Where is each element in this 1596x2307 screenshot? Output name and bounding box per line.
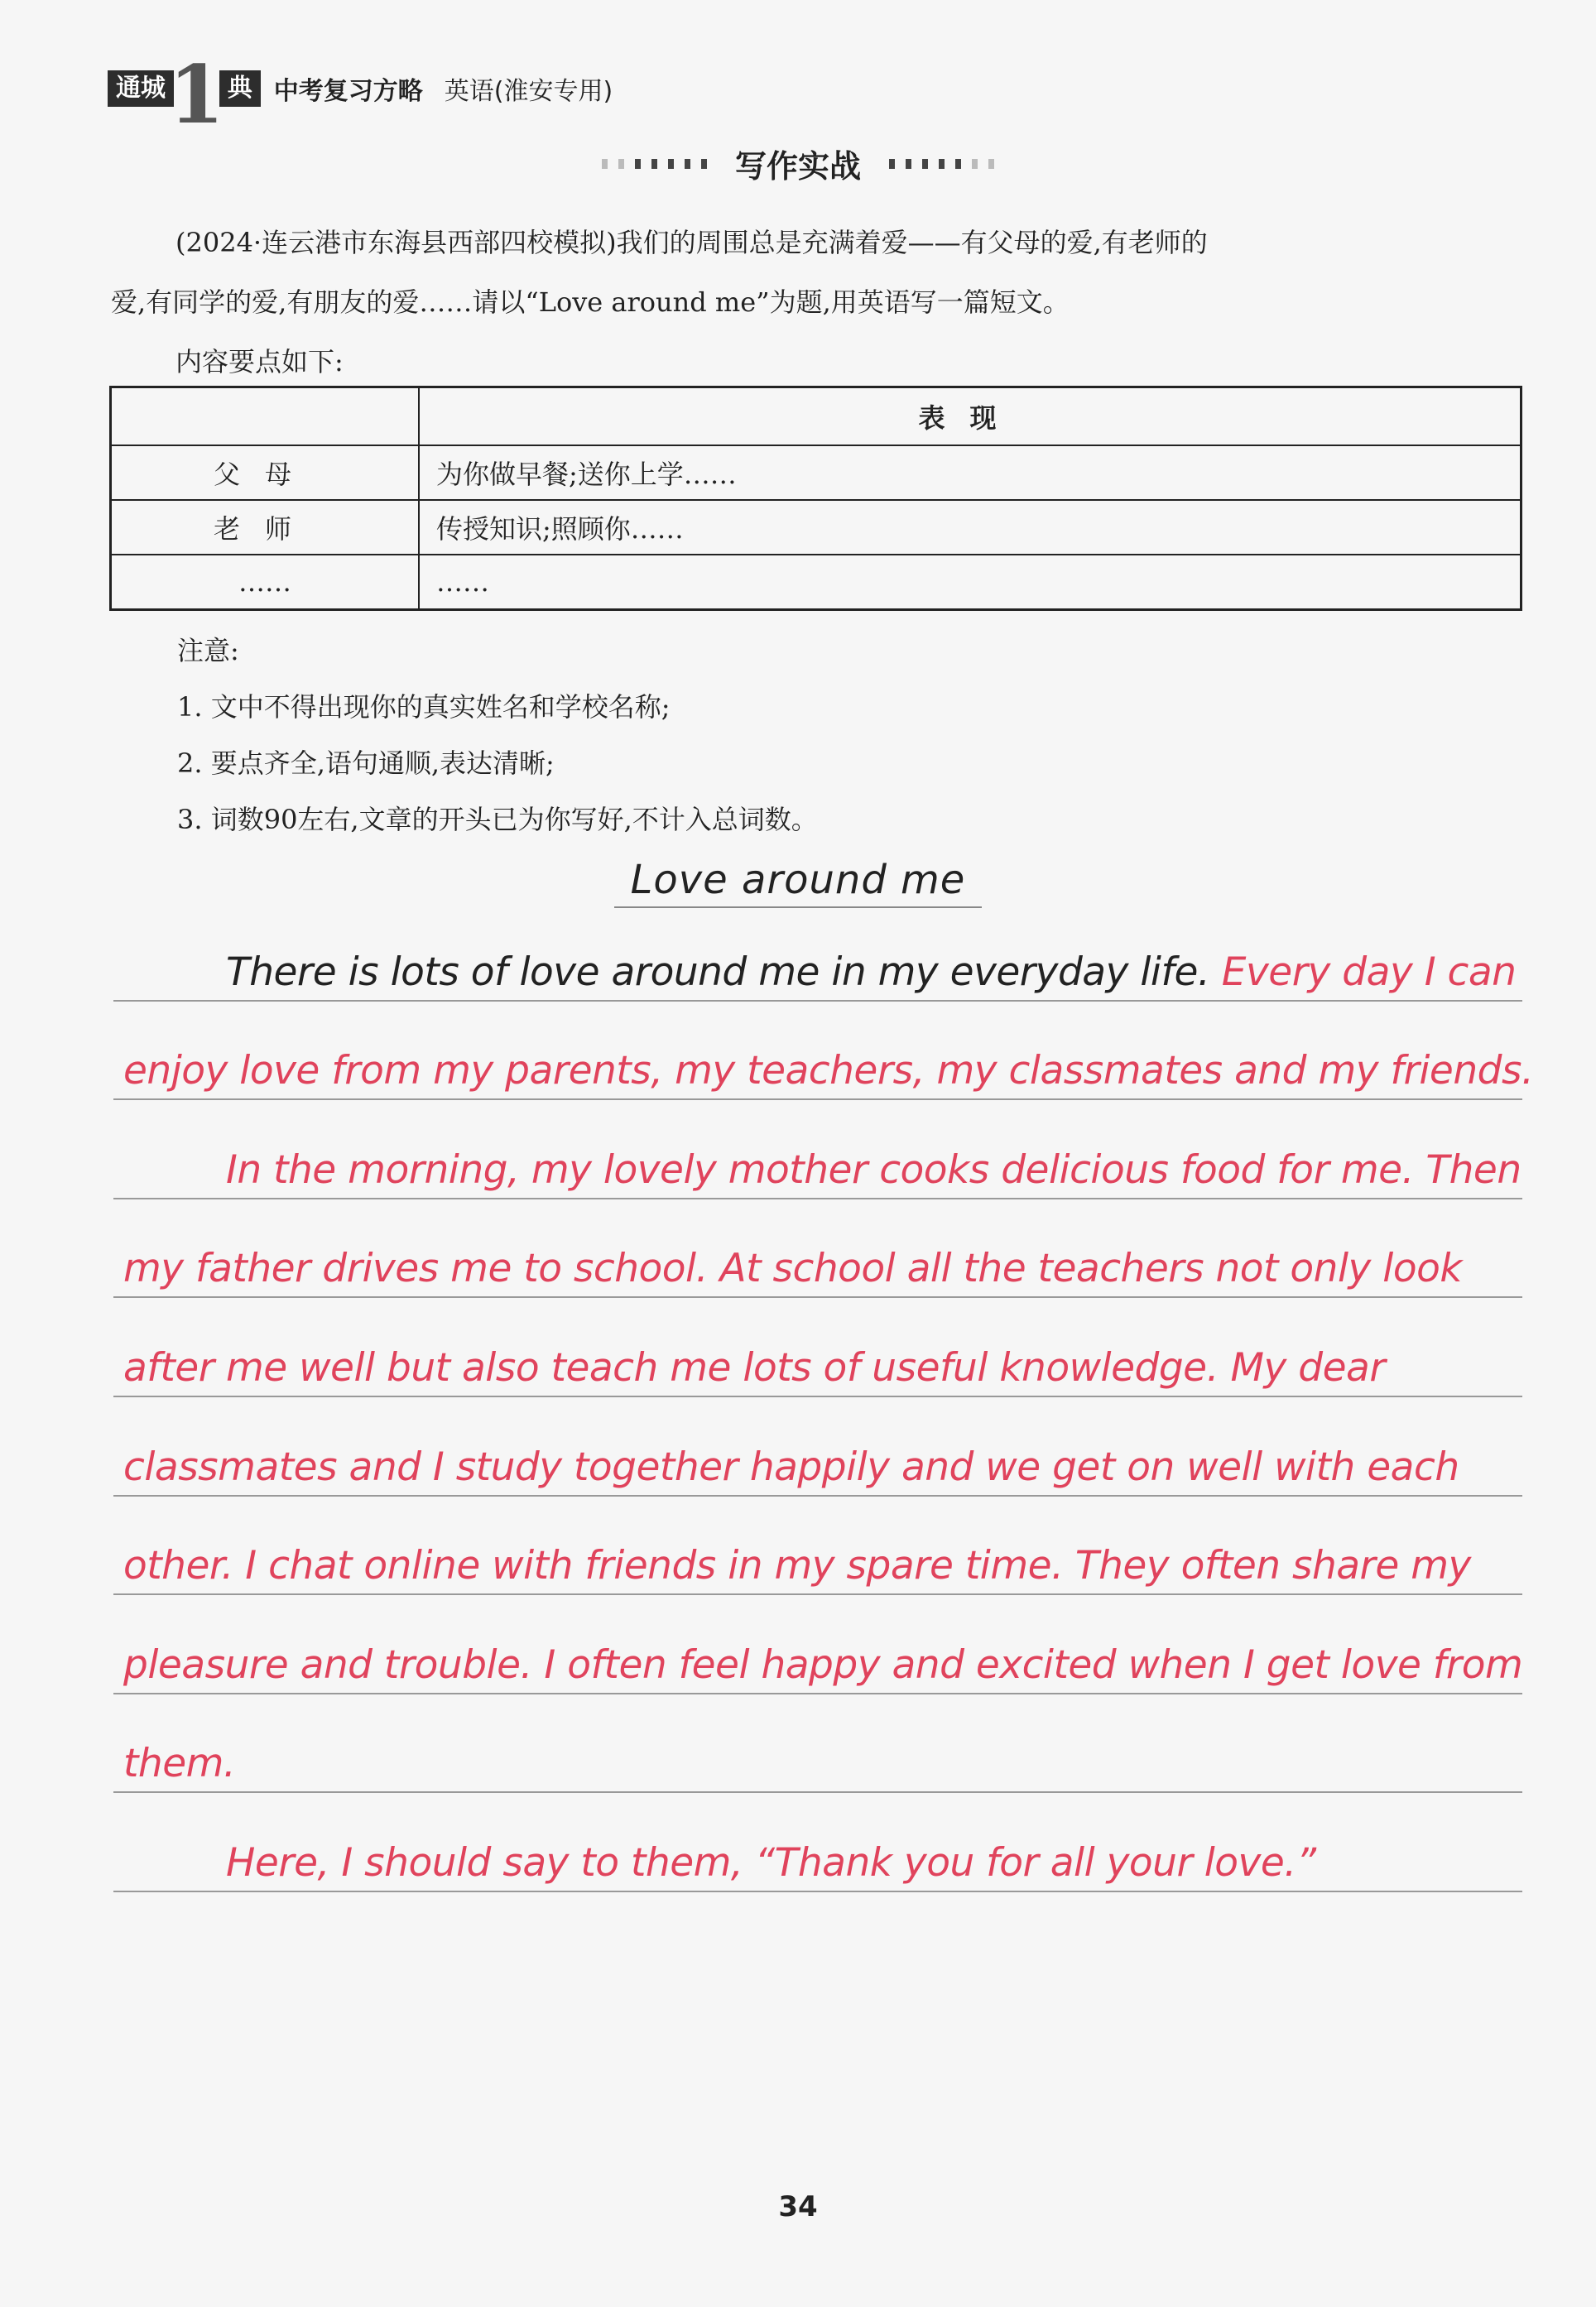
essay-answer-text: them. xyxy=(123,1741,236,1787)
page-header xyxy=(108,48,613,142)
essay-answer-text: classmates and I study together happily and we get on well with each xyxy=(123,1444,1459,1490)
writing-line xyxy=(113,1793,1522,1892)
writing-line xyxy=(113,902,1522,1002)
writing-line xyxy=(113,1100,1522,1199)
note-item: 1. 文中不得出现你的真实姓名和学校名称; xyxy=(177,691,671,723)
table-cell-content: 传授知识;照顾你…… xyxy=(419,500,1521,555)
essay-opening: There is lots of love around me in my everyday life. xyxy=(226,949,1210,995)
prompt-line-3: 内容要点如下: xyxy=(175,346,344,377)
book-subject: 英语(淮安专用) xyxy=(444,77,613,106)
writing-line xyxy=(113,1397,1522,1497)
page-number: 34 xyxy=(778,2190,818,2223)
essay-answer-text: In the morning, my lovely mother cooks delicious food for me. Then xyxy=(226,1146,1521,1193)
essay-title xyxy=(0,857,1596,903)
table-row xyxy=(111,555,1521,610)
table-cell-who: 父母 xyxy=(111,445,420,500)
essay-answer-text: Here, I should say to them, “Thank you for all your love.” xyxy=(226,1839,1316,1886)
writing-line xyxy=(113,1002,1534,1101)
writing-line xyxy=(113,1298,1522,1397)
series-logo xyxy=(108,48,261,142)
prompt-line-1: (2024·连云港市东海县西部四校模拟)我们的周围总是充满着爱——有父母的爱,有老师的 xyxy=(175,227,1208,258)
section-title-text: 写作实战 xyxy=(734,148,861,185)
table-row xyxy=(111,500,1521,555)
table-row xyxy=(111,445,1521,500)
table-cell-who: 老师 xyxy=(111,500,420,555)
book-title: 中考复习方略 xyxy=(273,77,423,106)
logo-right-text: 典 xyxy=(219,70,261,107)
writing-line xyxy=(113,1694,1522,1794)
notes-label: 注意: xyxy=(177,635,239,666)
essay-answer-text: other. I chat online with friends in my spare time. They often share my xyxy=(123,1543,1471,1589)
writing-prompt xyxy=(111,213,1522,392)
notes xyxy=(177,622,818,848)
table-header-empty xyxy=(111,387,420,446)
essay-answer-text: pleasure and trouble. I often feel happy and excited when I get love from xyxy=(123,1641,1523,1688)
prompt-line-2: 爱,有同学的爱,有朋友的爱……请以“Love around me”为题,用英语写一篇短文。 xyxy=(111,286,1070,318)
writing-line xyxy=(113,1199,1522,1299)
writing-line xyxy=(113,1497,1522,1596)
table-header-row xyxy=(111,387,1521,446)
section-title xyxy=(0,141,1596,186)
decorative-dots-right xyxy=(889,159,994,169)
essay-answer-text: enjoy love from my parents, my teachers, my classmates and my friends. xyxy=(123,1048,1534,1094)
note-item: 3. 词数90左右,文章的开头已为你写好,不计入总词数。 xyxy=(177,804,818,835)
table-cell-who: …… xyxy=(111,555,420,610)
answer-lines xyxy=(113,902,1534,1892)
essay-answer-text: after me well but also teach me lots of useful knowledge. My dear xyxy=(123,1344,1386,1391)
table-header-cell: 表现 xyxy=(419,387,1521,446)
essay-answer-text: Every day I can xyxy=(1209,949,1517,995)
table-cell-content: 为你做早餐;送你上学…… xyxy=(419,445,1521,500)
logo-one-glyph: 1 xyxy=(169,48,224,142)
essay-answer-text: my father drives me to school. At school all the teachers not only look xyxy=(123,1246,1463,1292)
decorative-dots-left xyxy=(602,159,707,169)
logo-left-text: 通城 xyxy=(108,70,174,107)
content-points-table xyxy=(109,386,1522,611)
note-item: 2. 要点齐全,语句通顺,表达清晰; xyxy=(177,747,555,779)
table-cell-content: …… xyxy=(419,555,1521,610)
essay-title-text: Love around me xyxy=(614,857,983,908)
writing-line xyxy=(113,1595,1522,1694)
